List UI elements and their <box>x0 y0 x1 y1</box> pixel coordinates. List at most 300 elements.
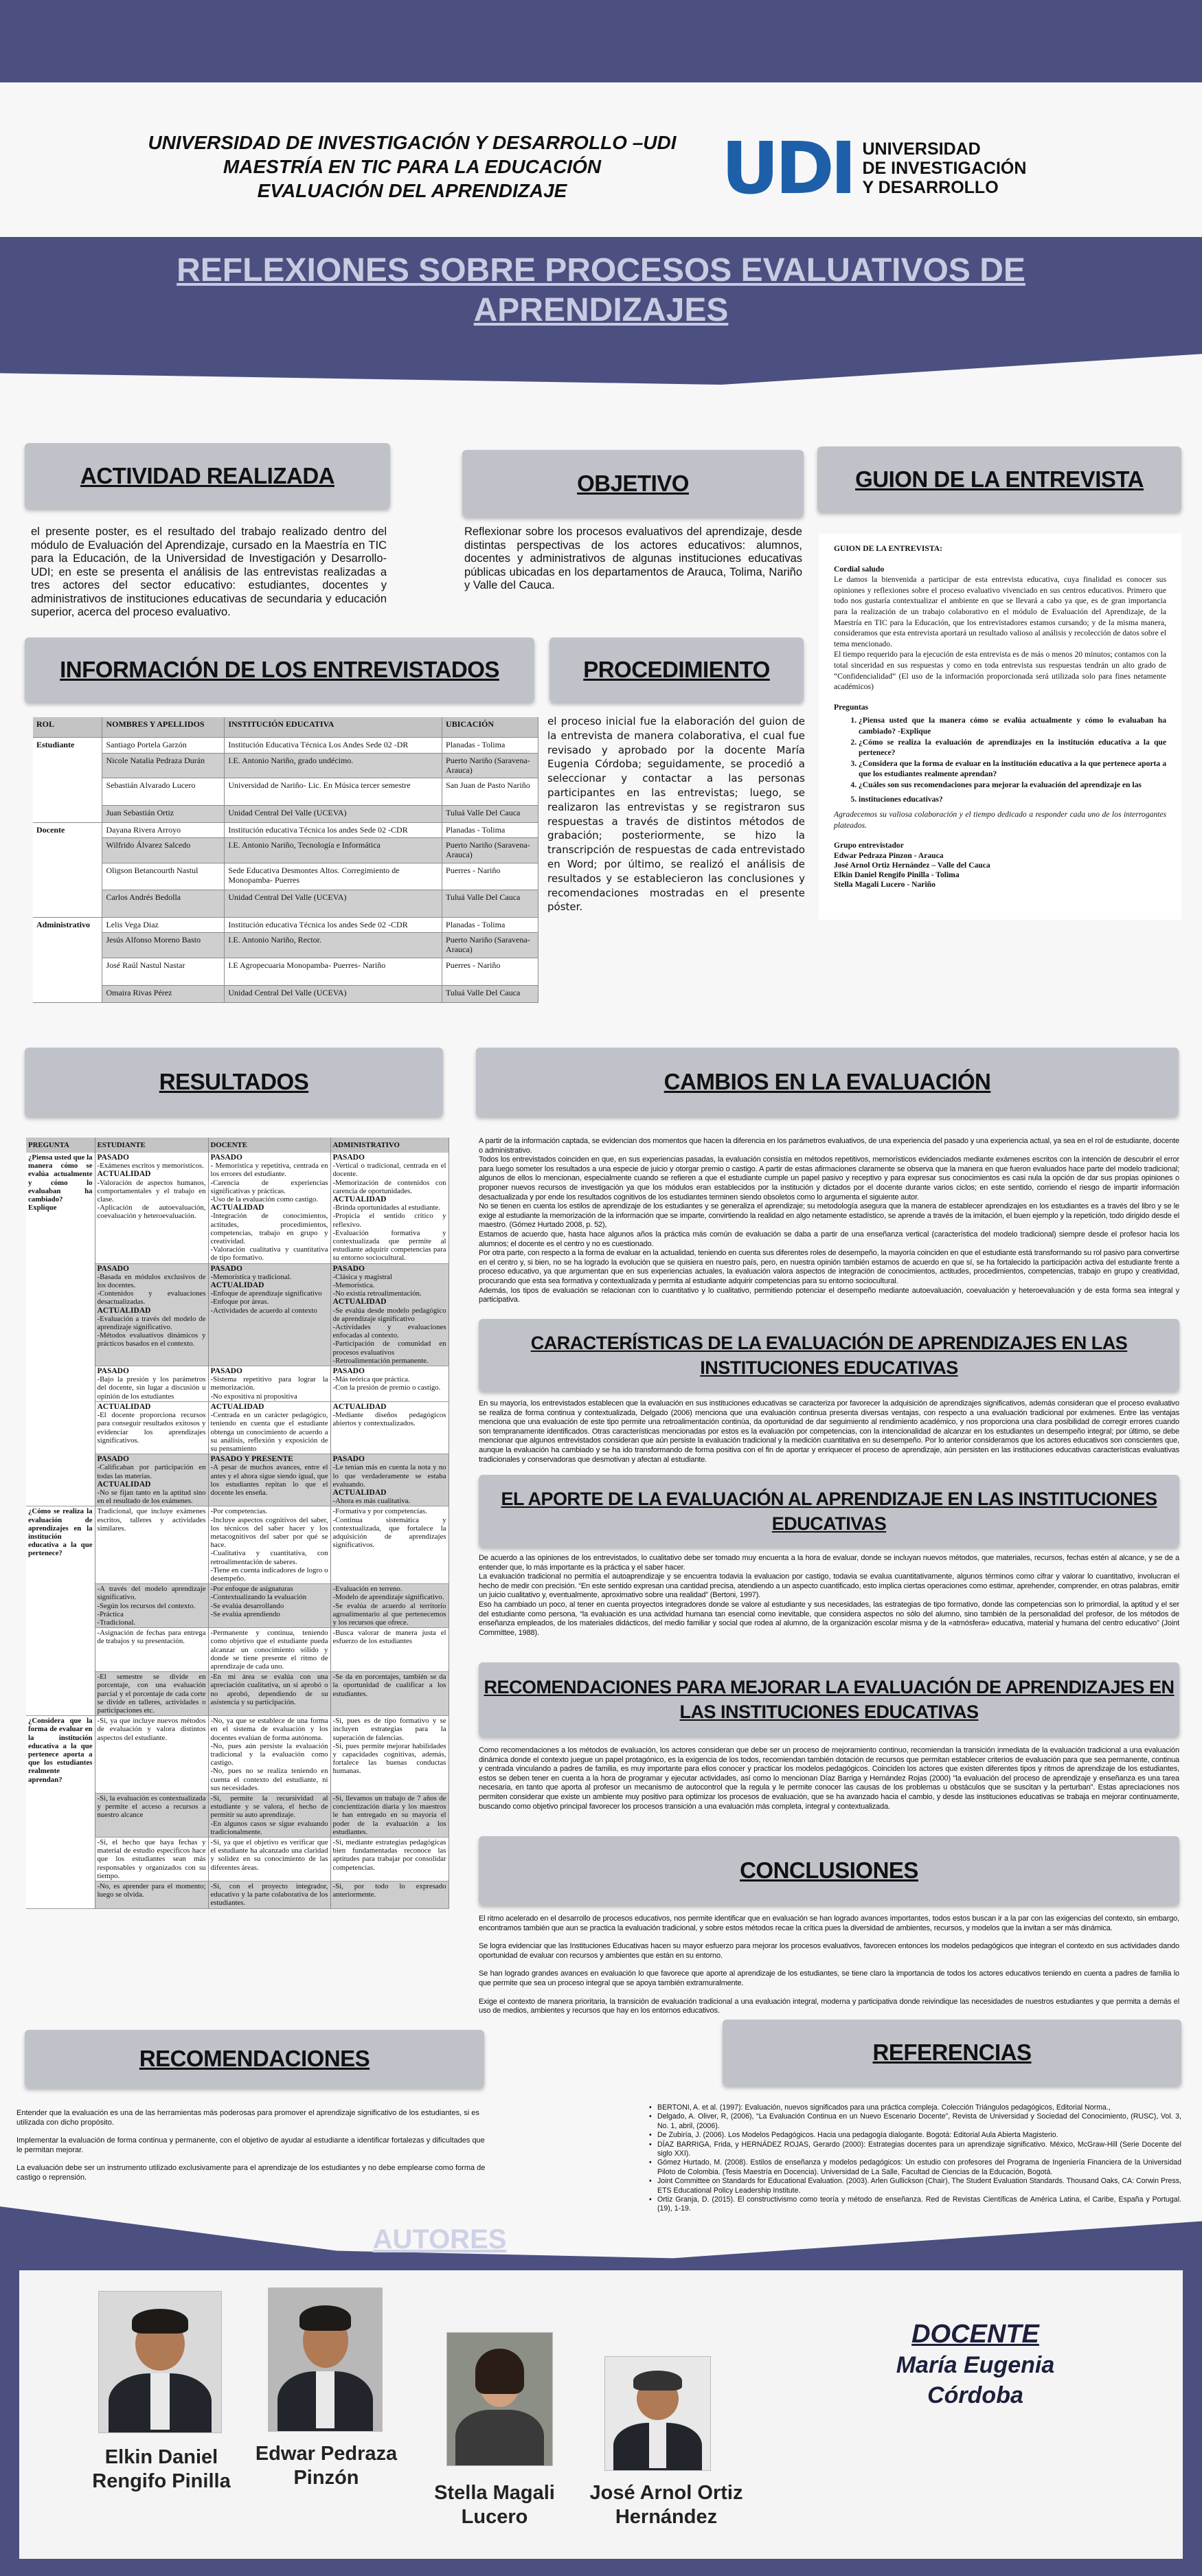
institution-cell: Institución educativa Técnica los andes Sede 02 -CDR <box>225 917 442 932</box>
student-cell <box>95 1366 208 1402</box>
period-label: PASADO <box>97 1153 129 1162</box>
period-label: PASADO Y PRESENTE <box>210 1455 293 1464</box>
answer-line: -Práctica <box>97 1609 124 1618</box>
reference-item: • Joint Committee on Standards for Educational Evaluation. (2003). Arlen Gullickson (Chair), The Student Evaluation Standards. Thousand Oaks, CA: Corwin Press, ETS Educational Policy Leadership Institute. <box>649 2177 1181 2195</box>
docente-name: María Eugenia Córdoba <box>896 2352 1055 2408</box>
student-cell <box>95 1263 208 1366</box>
paragraph: La evaluación debe ser un instrumento utilizado exclusivamente para el aprendizaje de los estudiantes y no debe emplearse como forma de castigo o reprensión. <box>16 2164 486 2182</box>
answer-line: -Asignación de fechas para entrega de trabajos y su presentación. <box>97 1629 206 1646</box>
period-label: ACTUALIDAD <box>97 1480 151 1489</box>
paragraph: Entender que la evaluación es una de las herramientas más poderosas para promover el aprendizaje significativo de los estudiantes, si es utilizada con dicho propósito. <box>16 2109 479 2127</box>
answer-line: -No existía retroalimentación. <box>332 1289 422 1298</box>
answer-line: -No, ya que se establece de una forma en el sistema de evaluación y los docentes evalúan de forma autónoma. <box>210 1717 328 1742</box>
paragraph: De acuerdo a las opiniones de los entrevistados, lo cualitativo debe ser tomado muy encuenta a la hora de evaluar, donde se incluyan nuevos métodos, que materiales, recursos, fechas estén al alcance, y se de a entender que, lo más importante es la práctica y el saber hacer. <box>479 1554 1179 1572</box>
answer-line: -Vertical o tradicional, centrada en el docente. <box>332 1162 446 1179</box>
answer-line: -No expositiva ni propositiva <box>210 1392 297 1401</box>
aporte-text <box>479 1554 1179 1638</box>
heading-text: GUION DE LA ENTREVISTA <box>855 466 1144 492</box>
period-label: PASADO <box>332 1153 365 1162</box>
answer-line: -Si, la evaluación es contextualizada y permite el acceso a recursos a nuestro alcance <box>97 1794 206 1820</box>
name-cell: Nicole Natalia Pedraza Durán <box>102 753 225 778</box>
table-row <box>33 837 538 863</box>
student-cell <box>95 1672 208 1716</box>
guion-heading <box>817 447 1181 512</box>
period-label: PASADO <box>332 1367 365 1376</box>
answer-line: -Si, ya que el objetivo es verificar que el estudiante ha alcanzado una claridad y solidez en su conocimiento de las diferentes áreas. <box>210 1838 328 1872</box>
logo-word: UNIVERSIDAD <box>862 139 981 159</box>
answer-line: -Valoración cualitativa y cuantitativa de tipo formativo. <box>210 1245 328 1263</box>
reference-item: • Gómez Hurtado, M. (2008). Estilos de enseñanza y modelos pedagógicos: Un estudio con profesores del Programa de Ingeniería Financiera de la Universidad Piloto de Colombia. (Tesis Maestría en Docencia). Universidad de La Salle, Facultad de Ciencias de la Educación, Bogotá. <box>649 2158 1181 2177</box>
location-cell: Tuluá Valle Del Cauca <box>442 985 538 1002</box>
entrevistados-heading <box>25 637 534 702</box>
paragraph: No se tienen en cuenta los estilos de aprendizaje de los estudiantes y se generaliza el aprendizaje; su metodología asegura que la manera de establecer aprendizajes en los estudiantes es a través del libro y se le exige al estudiante la memorización de la información que se imparte, convirtiendo la realidad en algo netamente estadístico, se aprende a través de la imitación, el buen ejemplo y la repetición, todo dirigido desde el maestro. (Gómez Hurtado 2008, p. 52), <box>479 1202 1179 1230</box>
period-label: ACTUALIDAD <box>210 1281 264 1290</box>
institution-cell: I.E. Antonio Nariño, Rector. <box>225 932 442 958</box>
institution-cell: Unidad Central Del Valle (UCEVA) <box>225 890 442 917</box>
column-header: DOCENTE <box>208 1138 330 1153</box>
answer-line: -Memorística y tradicional. <box>210 1272 292 1281</box>
teacher-cell <box>208 1672 330 1716</box>
location-cell: Puerto Nariño (Saravena-Arauca) <box>442 932 538 958</box>
paragraph: A partir de la información captada, se evidencian dos momentos que hacen la diferencia en los parámetros evaluativos, de una experiencia del pasado y una experiencia actual, ya sea en el rol de estudiante, docente o administrativo. <box>479 1137 1179 1155</box>
answer-line: -Ahora es más cualitativa. <box>332 1497 411 1506</box>
recomendaciones-text <box>16 2109 490 2192</box>
answer-line: -Se da en porcentajes, también se da la oportunidad de cualificar a los estudiantes. <box>332 1673 446 1698</box>
period-label: ACTUALIDAD <box>210 1402 264 1411</box>
module-name: EVALUACIÓN DEL APRENDIZAJE <box>257 180 567 201</box>
answer-line: -Se evalúa de acuerdo al territorio agroalimentario al que pertenecemos y los recursos que ofrece. <box>332 1601 446 1627</box>
answer-line: Tradicional, que incluye exámenes escritos, talleres y actividades similares. <box>97 1507 206 1533</box>
location-cell: Tuluá Valle Del Cauca <box>442 805 538 822</box>
answer-line: -Se evalúa desde modelo pedagógico de aprendizaje significativo <box>332 1306 446 1323</box>
admin-cell <box>330 1263 449 1366</box>
aporte-heading <box>479 1475 1179 1547</box>
table-row <box>33 917 538 932</box>
paragraph: Se logra evidenciar que las Instituciones Educativas hacen su mayor esfuerzo para mejorar los procesos evaluativos, favorecen entonces los modelos pedagógicos que integran el contexto en sus actividades dando oportunidad de evaluar con recursos y ambientes que están en su entorno. <box>479 1942 1179 1960</box>
answer-line: -Se evalúa aprendiendo <box>210 1609 280 1618</box>
interviewer: Edwar Pedraza Pinzon - Arauca <box>834 850 944 860</box>
student-cell <box>95 1153 208 1263</box>
column-header: PREGUNTA <box>26 1138 95 1153</box>
guion-questions-label: Preguntas <box>834 702 869 712</box>
program-name: MAESTRÍA EN TIC PARA LA EDUCACIÓN <box>223 156 602 177</box>
answer-line: -Si, llevamos un trabajo de 7 años de concientización diaria y los maestros le han entregado en su mayoría el poder de la evaluación a los estudiantes. <box>332 1794 446 1836</box>
answer-line: -Si, mediante estrategias pedagógicas bien fundamentadas reconoce las aptitudes para trabajar por consolidar competencias. <box>332 1838 446 1872</box>
location-cell: Puerres - Nariño <box>442 863 538 890</box>
answer-line: -Integración de conocimientos, actitudes, procedimientos, competencias, trabajo en grupo y creatividad. <box>210 1212 328 1246</box>
institution-cell: I.E. Antonio Nariño, grado undécimo. <box>225 753 442 778</box>
heading-text: CARACTERÍSTICAS DE LA EVALUACIÓN DE APRENDIZAJES EN LAS INSTITUCIONES EDUCATIVAS <box>530 1332 1128 1378</box>
student-cell <box>95 1401 208 1454</box>
guion-thanks: Agradecemos su valiosa colaboración y el tiempo dedicado a responder cada uno de los interrogantes plateados. <box>834 810 1166 830</box>
paragraph: Todos los entrevistados coinciden en que, en sus experiencias pasadas, la evaluación consistía en métodos repetitivos, memorísticos evidenciados mediante exámenes escritos con la intención de descubrir el error para luego someter los resultados a una especie de juicio y otorgar premio o castigo. A partir de estas afirmaciones claramente se observa que la manera en que fueron evaluados hace parte del modelo tradicional; algunos de ellos lo mencionan, especialmente cuando se refieren a que el estudiante cumple un papel pasivo y receptivo y para expresar sus conocimientos es casi nula la opción de dar sus propias opiniones o proponer nuevos recursos de investigación ya que los módulos eran establecidos por la institución y dictados por el docente durante varios ciclos; en este sentido, corriendo el riesgo de impartir información desactualizada y por ende los resultados cognitivos de los estudiantes terminen siendo obsoletos como lo argumenta el siguiente autor. <box>479 1155 1179 1201</box>
logo-word: DE INVESTIGACIÓN <box>862 159 1027 178</box>
name-cell: Omaira Rivas Pérez <box>102 985 225 1002</box>
answer-line: -Formativa y por competencias. <box>332 1507 427 1516</box>
interviewees-table <box>33 717 538 1003</box>
paragraph: Exige el contexto de manera prioritaria, la transición de evaluación tradicional a una evaluación integral, moderna y participativa donde reivindique las necesidades de nuestros estudiantes y que permita a demás el uso de medios, ambientes y recursos que hay en los entornos educativos. <box>479 1997 1179 2015</box>
institution-cell: Unidad Central Del Valle (UCEVA) <box>225 805 442 822</box>
interviewer: José Arnol Ortiz Hernández – Valle del Cauca <box>834 860 990 870</box>
answer-line: -Si, ya que incluye nuevos métodos de evaluación y valora distintos aspectos del estudiante. <box>97 1717 206 1742</box>
heading-text: CONCLUSIONES <box>740 1857 918 1883</box>
guion-title: GUION DE LA ENTREVISTA: <box>834 544 942 553</box>
guion-group <box>834 851 1166 890</box>
objetivo-heading <box>462 450 804 517</box>
author-name: Edwar Pedraza Pinzón <box>255 2443 398 2489</box>
institution-cell: Unidad Central Del Valle (UCEVA) <box>225 985 442 1002</box>
answer-line: -Le tenían más en cuenta la nota y no lo que verdaderamente se estaba evaluando. <box>332 1463 446 1489</box>
answer-line: -Basada en módulos exclusivos de los docentes. <box>97 1272 206 1290</box>
name-cell: Carlos Andrés Bedolla <box>102 890 225 917</box>
reference-item: • Ortiz Granja, D. (2015). El constructivismo como teoría y método de enseñanza. Red de Revistas Científicas de América Latina, el Caribe, España y Portugal. (19), 1-19. <box>649 2195 1181 2214</box>
guion-question: 5. instituciones educativas? <box>859 794 1166 805</box>
column-header: UBICACIÓN <box>442 717 538 737</box>
location-cell: Planadas - Tolima <box>442 917 538 932</box>
heading-text: ACTIVIDAD REALIZADA <box>80 462 334 488</box>
teacher-cell <box>208 1584 330 1628</box>
answer-line: -Participación de comunidad en procesos evaluativos <box>332 1340 446 1357</box>
interviewer: Stella Magali Lucero - Nariño <box>834 879 935 889</box>
name-cell: Juan Sebastián Ortiz <box>102 805 225 822</box>
institution-cell: Institución Educativa Técnica Los Andes Sede 02 -DR <box>225 737 442 753</box>
role-cell: Administrativo <box>33 917 102 1002</box>
teacher-cell <box>208 1794 330 1838</box>
admin-cell <box>330 1153 449 1263</box>
column-header: ESTUDIANTE <box>95 1138 208 1153</box>
answer-line: -Tiene en cuenta indicadores de logro o desempeño. <box>210 1566 328 1583</box>
guion-question: 2. ¿Cómo se realiza la evaluación de aprendizajes en la institución educativa a la que pertenece? <box>859 737 1166 758</box>
admin-cell <box>330 1584 449 1628</box>
answer-line: -No se fijan tanto en la aptitud sino en el resultado de los exámenes. <box>97 1488 206 1506</box>
mejorar-text <box>479 1746 1179 1811</box>
answer-line: -Centrada en un carácter pedagógico, teniendo en cuenta que el estudiante obtenga un conocimiento de acuerdo a su análisis, reflexión y exposición de su pensamiento <box>210 1411 328 1453</box>
teacher-cell <box>208 1506 330 1584</box>
admin-cell <box>330 1506 449 1584</box>
references-list <box>649 2103 1181 2214</box>
recomendaciones-heading <box>25 2030 484 2088</box>
reference-item: • BERTONI, A. et al. (1997): Evaluación, nuevos significados para una práctica compleja. Colección Triángulos pedagógicos, Editorial Norma., <box>649 2103 1181 2112</box>
answer-line: -Contenidos y evaluaciones desactualizadas. <box>97 1289 206 1307</box>
table-row <box>33 737 538 753</box>
answer-line: -Enfoque de aprendizaje significativo <box>210 1289 322 1298</box>
author-name: José Arnol Ortiz Hernández <box>589 2482 743 2528</box>
answer-line: -Evaluación en terreno. <box>332 1585 402 1594</box>
referencias-heading <box>723 2020 1181 2086</box>
resultados-heading <box>25 1048 443 1116</box>
caracteristicas-text <box>479 1399 1179 1465</box>
answer-line: -Busca valorar de manera justa el esfuerzo de los estudiantes <box>332 1629 446 1646</box>
paragraph: Se han logrado grandes avances en evaluación lo que favorece que aporte al aprendizaje de los estudiantes, se tiene claro la importancia de todos los actores educativos teniendo en cuenta a padres de familia lo que permite que sea un proceso integral que se apoya también extramuralmente. <box>479 1969 1179 1987</box>
heading-text: EL APORTE DE LA EVALUACIÓN AL APRENDIZAJE EN LAS INSTITUCIONES EDUCATIVAS <box>501 1488 1157 1534</box>
period-label: ACTUALIDAD <box>332 1298 387 1307</box>
admin-cell <box>330 1401 449 1454</box>
answer-line: -Por enfoque de asignaturas <box>210 1585 293 1594</box>
answer-line: -Memorística. <box>332 1281 375 1290</box>
reference-item: • DÍAZ BARRIGA, Frida, y HERNÁDEZ ROJAS, Gerardo (2000): Estrategias docentes para un aprendizaje significativo. México, McGraw-Hill (Serie Docente del siglo XXI). <box>649 2140 1181 2159</box>
period-label: ACTUALIDAD <box>97 1306 151 1315</box>
paragraph: Por otra parte, con respecto a la forma de evaluar en la actualidad, teniendo en cuenta sus diferentes roles de desempeño, la mayoría coinciden en que el estudiante está transformando su rol pasivo para convertirse en el centro y, si bien, no se ha logrado la evolución que se quisiera en nuestro país, pero, en nuestra opinión también estamos de acuerdo en que sí, se ha fortalecido la participación activa del estudiante frente a proceso educativo, ya que argumentan que en sus experiencias actuales, la evaluación valora aspectos de integración de conocimientos, actitudes, procedimientos, competencias, trabajo en grupo y creatividad, procurando que esta sea formativa y contextualizada y permita al estudiante adquirir competencias para su entorno sociocultural. <box>479 1249 1179 1285</box>
teacher-cell <box>208 1401 330 1454</box>
logo-word: Y DESARROLLO <box>862 178 999 197</box>
objetivo-text: Reflexionar sobre los procesos evaluativos del aprendizaje, desde distintas perspectivas de los actores educativos: alumnos, docentes y administrativos de algunas instituciones educativas públicas ubicadas en los departamentos de Arauca, Tolima, Nariño y Valle del Cauca. <box>464 526 802 591</box>
reference-item: • De Zubiría, J. (2006). Los Modelos Pedagógicos. Hacia una pedagogía dialogante. Bogotá: Editorial Aula Abierta Magisterio. <box>649 2131 1181 2140</box>
answer-line: -Contextualizando la evaluación <box>210 1593 307 1602</box>
answer-line: -A través del modelo aprendizaje significativo. <box>97 1585 206 1602</box>
period-label: ACTUALIDAD <box>332 1195 387 1204</box>
teacher-cell <box>208 1716 330 1794</box>
answer-line: -El docente proporciona recursos para conseguir resultados exitosos y evidenciar los aprendizajes significativos. <box>97 1411 206 1445</box>
answer-line: -Carencia de experiencias significativas y prácticas. <box>210 1178 328 1195</box>
guion-intro: Le damos la bienvenida a participar de esta entrevista educativa, cuya finalidad es conocer sus opiniones y reflexiones sobre el proceso evaluativo vivenciado en sus centros educativos. Primero que todo nos gustaría contextualizar el ambiente en que se llevará a cabo ya que, es de gran importancia para la realización de un trabajo colaborativo en el módulo de Evaluación del Aprendizaje, de la Maestría en TIC para la Educación, que los entrevistadores estamos cursando; y de la misma manera, consideramos que esta entrevista aportará un resultado valioso al análisis y recolección de datos sobre el tema mencionado. <box>834 575 1166 648</box>
answer-line: -Retroalimentación permanente. <box>332 1356 429 1365</box>
name-cell: Jesús Alfonso Moreno Basto <box>102 932 225 958</box>
table-row <box>26 1716 449 1794</box>
answer-line: -Si, pues es de tipo formativo y se incluyen estrategias para la superación de falencias. <box>332 1717 446 1742</box>
question-cell: ¿Piensa usted que la manera cómo se evalúa actualmente y cómo lo evaluaban ha cambiado? Explique <box>26 1153 95 1506</box>
guion-time: El tiempo requerido para la ejecución de esta entrevista es de más o menos 20 minutos; contamos con la total sinceridad en sus respuestas y como en toda entrevista sus respuestas tendrán un alto grado de “Confidencialidad” (El uso de la información proporcionada será utilizada solo para fines netamente académicos) <box>834 650 1166 692</box>
answer-line: -Brinda oportunidades al estudiante. <box>332 1204 441 1212</box>
heading-text: PROCEDIMIENTO <box>583 657 770 682</box>
answer-line: -Si, pues permite mejorar habilidades y capacidades cognitivas, además, fortalece las buenas conductas humanas. <box>332 1741 446 1776</box>
answer-line: -Permanente y continua, teniendo como objetivo que el estudiante pueda alcanzar un conocimiento sólido y donde se tiene presente el ritmo de aprendizaje de cada uno. <box>210 1629 328 1671</box>
teacher-cell <box>208 1153 330 1263</box>
procedimiento-heading <box>549 637 804 702</box>
answer-line: -Incluye aspectos cognitivos del saber, los técnicos del saber hacer y los metacognitivos del saber por qué se hace. <box>210 1515 328 1550</box>
period-label: ACTUALIDAD <box>97 1402 151 1411</box>
answer-line: -Mediante diseños pedagógicos abiertos y contextualizados. <box>332 1411 446 1428</box>
university-name: UNIVERSIDAD DE INVESTIGACIÓN Y DESARROLLO –UDI <box>148 132 677 153</box>
table-row <box>33 985 538 1002</box>
paragraph: Estamos de acuerdo que, hasta hace algunos años la práctica más común de evaluación se daba a partir de una enseñanza vertical (característica del modelo tradicional) siempre desde el profesor hacia los alumnos; el docente es el centro y no es cuestionado. <box>479 1230 1179 1248</box>
name-cell: Lelis Vega Diaz <box>102 917 225 932</box>
admin-cell <box>330 1794 449 1838</box>
admin-cell <box>330 1716 449 1794</box>
answer-line: -Si, el hecho que haya fechas y material de estudio específicos hace que los estudiantes sean más responsables y organizados con su tiempo. <box>97 1838 206 1880</box>
interviewer: Elkin Daniel Rengifo Pinilla - Tolima <box>834 870 960 879</box>
docente-block <box>865 2318 1085 2410</box>
answer-line: -Continua sistemática y contextualizada, que fortalece la adquisición de aprendizajes significativos. <box>332 1515 446 1550</box>
institution-cell: I.E Agropecuaria Monopamba- Puerres- Nariño <box>225 958 442 985</box>
period-label: ACTUALIDAD <box>210 1204 264 1212</box>
answer-line: -En mi área se evalúa con una apreciación cualitativa, un si aprobó o no aprobó, dependiendo de su asistencia y su participación. <box>210 1673 328 1706</box>
institution-cell: Institución educativa Técnica los andes Sede 02 -CDR <box>225 822 442 837</box>
cambios-text <box>479 1137 1179 1305</box>
table-row <box>33 890 538 917</box>
answer-line: -Uso de la evaluación como castigo. <box>210 1195 319 1204</box>
column-header: NOMBRES Y APELLIDOS <box>102 717 225 737</box>
answer-line: -Con la presión de premio o castigo. <box>332 1383 441 1392</box>
table-row <box>33 958 538 985</box>
institution-cell: I.E. Antonio Nariño, Tecnología e Informática <box>225 837 442 863</box>
answer-line: -Aplicación de autoevaluación, coevaluación y heteroevaluación. <box>97 1204 206 1221</box>
role-cell: Estudiante <box>33 737 102 822</box>
answer-line: -Bajo la presión y los parámetros del docente, sin lugar a discusión u opinión de los estudiantes <box>97 1375 206 1401</box>
udi-logo <box>721 126 1027 210</box>
period-label: PASADO <box>332 1264 365 1273</box>
teacher-cell <box>208 1366 330 1402</box>
question-cell: ¿Cómo se realiza la evaluación de aprendizajes en la institución educativa a la que pertenece? <box>26 1506 95 1716</box>
poster-title: REFLEXIONES SOBRE PROCESOS EVALUATIVOS DE APRENDIZAJES <box>177 252 1025 328</box>
answer-line: -Cualitativa y cuantitativa, con retroalimentación de saberes. <box>210 1549 328 1566</box>
guion-group-label: Grupo entrevistador <box>834 841 904 850</box>
answer-line: -Más teórica que práctica. <box>332 1375 410 1384</box>
period-label: PASADO <box>210 1153 242 1162</box>
conclusiones-heading <box>479 1836 1179 1905</box>
institution-cell: Sede Educativa Desmontes Altos. Corregimiento de Monopamba- Puerres <box>225 863 442 890</box>
heading-text: REFERENCIAS <box>872 2040 1032 2065</box>
guion-questions <box>834 715 1166 805</box>
answer-line: -Actividades de acuerdo al contexto <box>210 1306 317 1315</box>
column-header: ADMINISTRATIVO <box>330 1138 449 1153</box>
cambios-heading <box>476 1048 1179 1116</box>
column-header: ROL <box>33 717 102 737</box>
table-row <box>26 1153 449 1263</box>
table-row <box>33 822 538 837</box>
actividad-heading <box>25 443 390 508</box>
paragraph: Como recomendaciones a los métodos de evaluación, los actores consideran que debe ser un proceso de mejoramiento continuo, recomiendan la transición inmediata de la evaluación tradicional a una evaluación dinámica donde el contexto juegue un papel protagónico, es la exigencia de los todos, recomiendan también dotación de recursos que permitan establecer criterios de evaluación para que sea permanente, continua y centrada vinculando a padres de familia, es muy importante para ellos conocer y practicar los modelos pedagógicos. Coinciden los actores que existen diferentes tipos y ritmos de aprendizaje de los estudiantes, estos se deben tener en cuenta a la hora de programar y ejecutar actividades, así como lo mencionan Díaz Barriga y Hernández Rojas (2000) "la evaluación del proceso de aprendizaje y enseñanza es una tarea necesaria, en tanto que aporta al profesor un mecanismo de autocontrol que la regula y le permite conocer las causas de los problemas u obstáculos que se suscitan y la perturban". Estas apreciaciones nos permiten considerar que existe un ambiente muy positivo para optimizar los procesos de evaluación, que se ha avanzado hacia el cambio, y desde las instituciones educativas se trabaja en mejorar continuamente, buscando como objetivo principal favorecer los procesos transición a una evaluación más completa, integral y contextualizada. <box>479 1746 1179 1811</box>
answer-line: -Modelo de aprendizaje significativo. <box>332 1593 444 1602</box>
period-label: PASADO <box>210 1264 242 1273</box>
answer-line: -Exámenes escritos y memorísticos. <box>97 1162 204 1171</box>
location-cell: Puerto Nariño (Saravena-Arauca) <box>442 837 538 863</box>
answer-line: -No, pues no se realiza teniendo en cuenta el contexto del estudiante, ni sus necesidades. <box>210 1767 328 1792</box>
answer-line: -Según los recursos del contexto. <box>97 1601 196 1610</box>
location-cell: Puerres - Nariño <box>442 958 538 985</box>
student-cell <box>95 1628 208 1672</box>
answer-line: -Evaluación a través del modelo de aprendizaje significativo. <box>97 1314 206 1332</box>
student-cell <box>95 1506 208 1584</box>
autores-heading: AUTORES <box>372 2224 507 2255</box>
table-row <box>26 1506 449 1584</box>
period-label: ACTUALIDAD <box>332 1402 387 1411</box>
table-row <box>33 778 538 805</box>
question-cell: ¿Considera que la forma de evaluar en la institución educativa a la que pertenece aporta a que los estudiantes realmente aprendan? <box>26 1716 95 1908</box>
docente-label: DOCENTE <box>911 2320 1039 2349</box>
heading-text: RECOMENDACIONES <box>139 2046 370 2071</box>
institution-header <box>103 131 721 203</box>
answer-line: -En algunos casos se sigue evaluando tradicionalmente. <box>210 1819 328 1836</box>
name-cell: Oligson Betancourth Nastul <box>102 863 225 890</box>
student-cell <box>95 1882 208 1909</box>
author-photo-jose <box>604 2356 711 2471</box>
table-row <box>33 863 538 890</box>
actividad-text: el presente poster, es el resultado del trabajo realizado dentro del módulo de Evaluación del Aprendizaje, cursado en la Maestría en TIC para la Educación, de la Universidad de Investigación y Desarrollo-UDI; en este se presenta el análisis de las entrevistas realizadas a tres actores del sector educativo: estudiantes, docentes y administrativos de instituciones educativas de secundaria y educación superior, acerca del proceso evaluativo. <box>31 526 387 618</box>
answer-line: -Valoración de aspectos humanos, comportamentales y el trabajo en clase. <box>97 1178 206 1204</box>
author-name: Elkin Daniel Rengifo Pinilla <box>92 2446 231 2492</box>
teacher-cell <box>208 1838 330 1882</box>
guion-question: 3. ¿Considera que la forma de evaluar en la institución educativa a la que pertenece aporta a que los estudiantes realmente aprendan? <box>859 758 1166 780</box>
location-cell: Planadas - Tolima <box>442 822 538 837</box>
location-cell: San Juan de Pasto Nariño <box>442 778 538 805</box>
udi-logo-mark: UDI <box>721 126 853 210</box>
answer-line: -Si, permite la recursividad al estudiante y se valora, el hecho de permitir su auto aprendizaje. <box>210 1794 328 1820</box>
answer-line: - Memorística y repetitiva, centrada en los errores del estudiante. <box>210 1162 328 1179</box>
location-cell: Tuluá Valle Del Cauca <box>442 890 538 917</box>
reference-item: • Delgado, A. Oliver, R, (2006), “La Evaluación Continua en un Nuevo Escenario Docente”, Revista de Universidad y Sociedad del Conocimiento, (RUSC), Vol. 3, No. 1, abril, (2006). <box>649 2112 1181 2131</box>
caracteristicas-heading <box>479 1319 1179 1391</box>
student-cell <box>95 1454 208 1506</box>
student-cell <box>95 1584 208 1628</box>
answer-line: -El semestre se divide en porcentaje, con una evaluación parcial y el porcentaje de cada corte se divide en talleres, actividades o participaciones etc. <box>97 1673 206 1715</box>
paragraph: El ritmo acelerado en el desarrollo de procesos educativos, nos permite identificar que en evaluación se han logrado avances importantes, todos estos buscan ir a la par con las exigencias del contexto, sin embargo, encontramos también que aun se practica la evaluación tradicional, y sobre estos métodos recae la crítica pues la diversidad de ambientes, recursos, y modelos que la invitan a ser más dinámica. <box>479 1914 1179 1932</box>
paragraph: Eso ha cambiado un poco, al tener en cuenta proyectos integradores donde se valore al estudiante y sus necesidades, las estrategias de tipo formativo, donde las competencias son lo primordial, la aptitud y el ser del estudiante como persona, “la evaluación es una actividad humana tan esencial como inevitable, que considera aspectos no sólo del alumno, sino también de la personalidad del profesor, de los métodos de enseñanza empleados, de los materiales didácticos, del medio familiar y social que rodea al alumno, de la organización escolar misma y de la «atmósfera» educativa, material y humana del centro educativo” (Joint Committee, 1988). <box>479 1600 1179 1637</box>
period-label: PASADO <box>97 1367 129 1376</box>
author-photo-stella <box>446 2332 553 2466</box>
period-label: PASADO <box>97 1455 129 1464</box>
period-label: PASADO <box>97 1264 129 1273</box>
author-name: Stella Magali Lucero <box>434 2482 555 2528</box>
heading-text: CAMBIOS EN LA EVALUACIÓN <box>664 1069 991 1094</box>
answer-line: -Si, con el proyecto integrador, educativo y la parte colaborativa de los estudiantes. <box>210 1882 328 1908</box>
heading-text: OBJETIVO <box>577 470 689 496</box>
paragraph: La evaluación tradicional no permitía el autoaprendizaje y se encuentra todavia la evaluacion por castigo, todavia se evalua cuantitativamente, algunos términos como cifrar y valorar lo cuantitativo, involucran el hecho de medir con precisión. “En este sentido expresan una cantidad precisa, atendiendo a un aspecto cuantificado, esto implica ciertas operaciones como estimar, aprehender, comprender, en otras palabras, emitir un juicio cualitativo y, eventualmente, aproximativo sobre una realidad” (Bertoni, 1997). <box>479 1572 1179 1600</box>
student-cell <box>95 1794 208 1838</box>
table-row <box>33 753 538 778</box>
role-cell: Docente <box>33 822 102 917</box>
admin-cell <box>330 1882 449 1909</box>
period-label: PASADO <box>210 1367 242 1376</box>
answer-line: -Actividades y evaluaciones enfocadas al contexto. <box>332 1323 446 1340</box>
guion-question: 1. ¿Piensa usted que la manera cómo se evalúa actualmente y cómo lo evaluaban ha cambiado? -Explique <box>859 715 1166 736</box>
location-cell: Puerto Nariño (Saravena-Arauca) <box>442 753 538 778</box>
answer-line: -Propicia el sentido crítico y reflexivo. <box>332 1212 446 1229</box>
answer-line: -A pesar de muchos avances, entre el antes y el ahora sigue siendo igual, que los estudiantes repitan lo que el docente les enseña. <box>210 1463 328 1497</box>
name-cell: Sebastián Alvarado Lucero <box>102 778 225 805</box>
column-header: INSTITUCIÓN EDUCATIVA <box>225 717 442 737</box>
answer-line: -Métodos evaluativos dinámicos y prácticos basados en el contexto. <box>97 1331 206 1348</box>
guion-document <box>819 534 1181 920</box>
name-cell: Santiago Portela Garzón <box>102 737 225 753</box>
teacher-cell <box>208 1628 330 1672</box>
teacher-cell <box>208 1263 330 1366</box>
answer-line: -Calificaban por participación en todas las materias. <box>97 1463 206 1480</box>
teacher-cell <box>208 1454 330 1506</box>
answer-line: -Memorización de contenidos con carencia de oportunidades. <box>332 1178 446 1195</box>
name-cell: Wilfrido Álvarez Salcedo <box>102 837 225 863</box>
guion-question: 4. ¿Cuáles son sus recomendaciones para mejorar la evaluación del aprendizaje en las <box>859 780 1166 791</box>
author-photo-elkin <box>98 2291 222 2433</box>
period-label: ACTUALIDAD <box>97 1170 151 1179</box>
student-cell <box>95 1716 208 1794</box>
heading-text: INFORMACIÓN DE LOS ENTREVISTADOS <box>60 657 499 682</box>
period-label: ACTUALIDAD <box>332 1488 387 1497</box>
admin-cell <box>330 1672 449 1716</box>
teacher-cell <box>208 1882 330 1909</box>
paragraph: Además, los tipos de evaluación se relacionan con lo cuantitativo y lo cualitativo, permitiendo potenciar el desempeño mediante autoevaluación, coevaluación y heteroevaluación y de esta forma sea integral y participativa. <box>479 1286 1179 1304</box>
answer-line: -Si, por todo lo expresado anteriormente. <box>332 1882 446 1899</box>
name-cell: José Raúl Nastul Nastar <box>102 958 225 985</box>
admin-cell <box>330 1838 449 1882</box>
answer-line: -Se evalúa desarrollando <box>210 1601 284 1610</box>
institution-cell: Universidad de Nariño- Lic. En Música tercer semestre <box>225 778 442 805</box>
answer-line: -Evaluación formativa y contextualizada que permite al estudiante adquirir competencias para su entorno sociocultural. <box>332 1228 446 1263</box>
answer-line: -Por competencias. <box>210 1507 268 1516</box>
udi-logo-words <box>862 139 1026 197</box>
guion-greeting: Cordial saludo <box>834 564 885 574</box>
location-cell: Planadas - Tolima <box>442 737 538 753</box>
results-table <box>26 1138 449 1909</box>
paragraph: En su mayoría, los entrevistados establecen que la evaluación en sus instituciones educativas se caracteriza por favorecer la adquisición de aprendizajes significativos, además consideran que el proceso evaluativo se realiza de forma continua y contextualizada, Delgado (2006) menciona que una evaluación continua presenta diversas ventajas, con respecto a una evaluación tradicional por exámenes. Entre las ventajas menciona que una evaluación de este tipo permite una retroalimentación continúa, da oportunidad de dar seguimiento al rendimiento académico, y nos proporciona una clara posibilidad de corregir errores cuando son tempranamente identificados. Otras características mencionadas por estos es la evaluación por competencias, con la intencionalidad de alcanzar en los estudiantes un desempeño integral; por último, se debe mencionar que algunos entrevistados consideran que aún persiste la evaluación tradicional y la medición cuantitativa en su desempeño. Por lo anterior consideramos que los actores educativos son conscientes que, aunque la evaluación ha cambiado y se ha ido transformando de forma positiva con el fin de aportar y enriquecer el proceso de aprendizaje, aún persisten en las instituciones educativas características evaluativas tradicionales y conservadoras que desmotivan y afectan al estudiante. <box>479 1399 1179 1464</box>
heading-text: RECOMENDACIONES PARA MEJORAR LA EVALUACIÓN DE APRENDIZAJES EN LAS INSTITUCIONES EDUCATIVAS <box>484 1677 1175 1722</box>
admin-cell <box>330 1366 449 1402</box>
author-photo-edwar <box>268 2287 383 2432</box>
period-label: PASADO <box>332 1455 365 1464</box>
answer-line: -Clásica y magistral <box>332 1272 392 1281</box>
admin-cell <box>330 1628 449 1672</box>
answer-line: -Enfoque por áreas. <box>210 1298 269 1307</box>
admin-cell <box>330 1454 449 1506</box>
